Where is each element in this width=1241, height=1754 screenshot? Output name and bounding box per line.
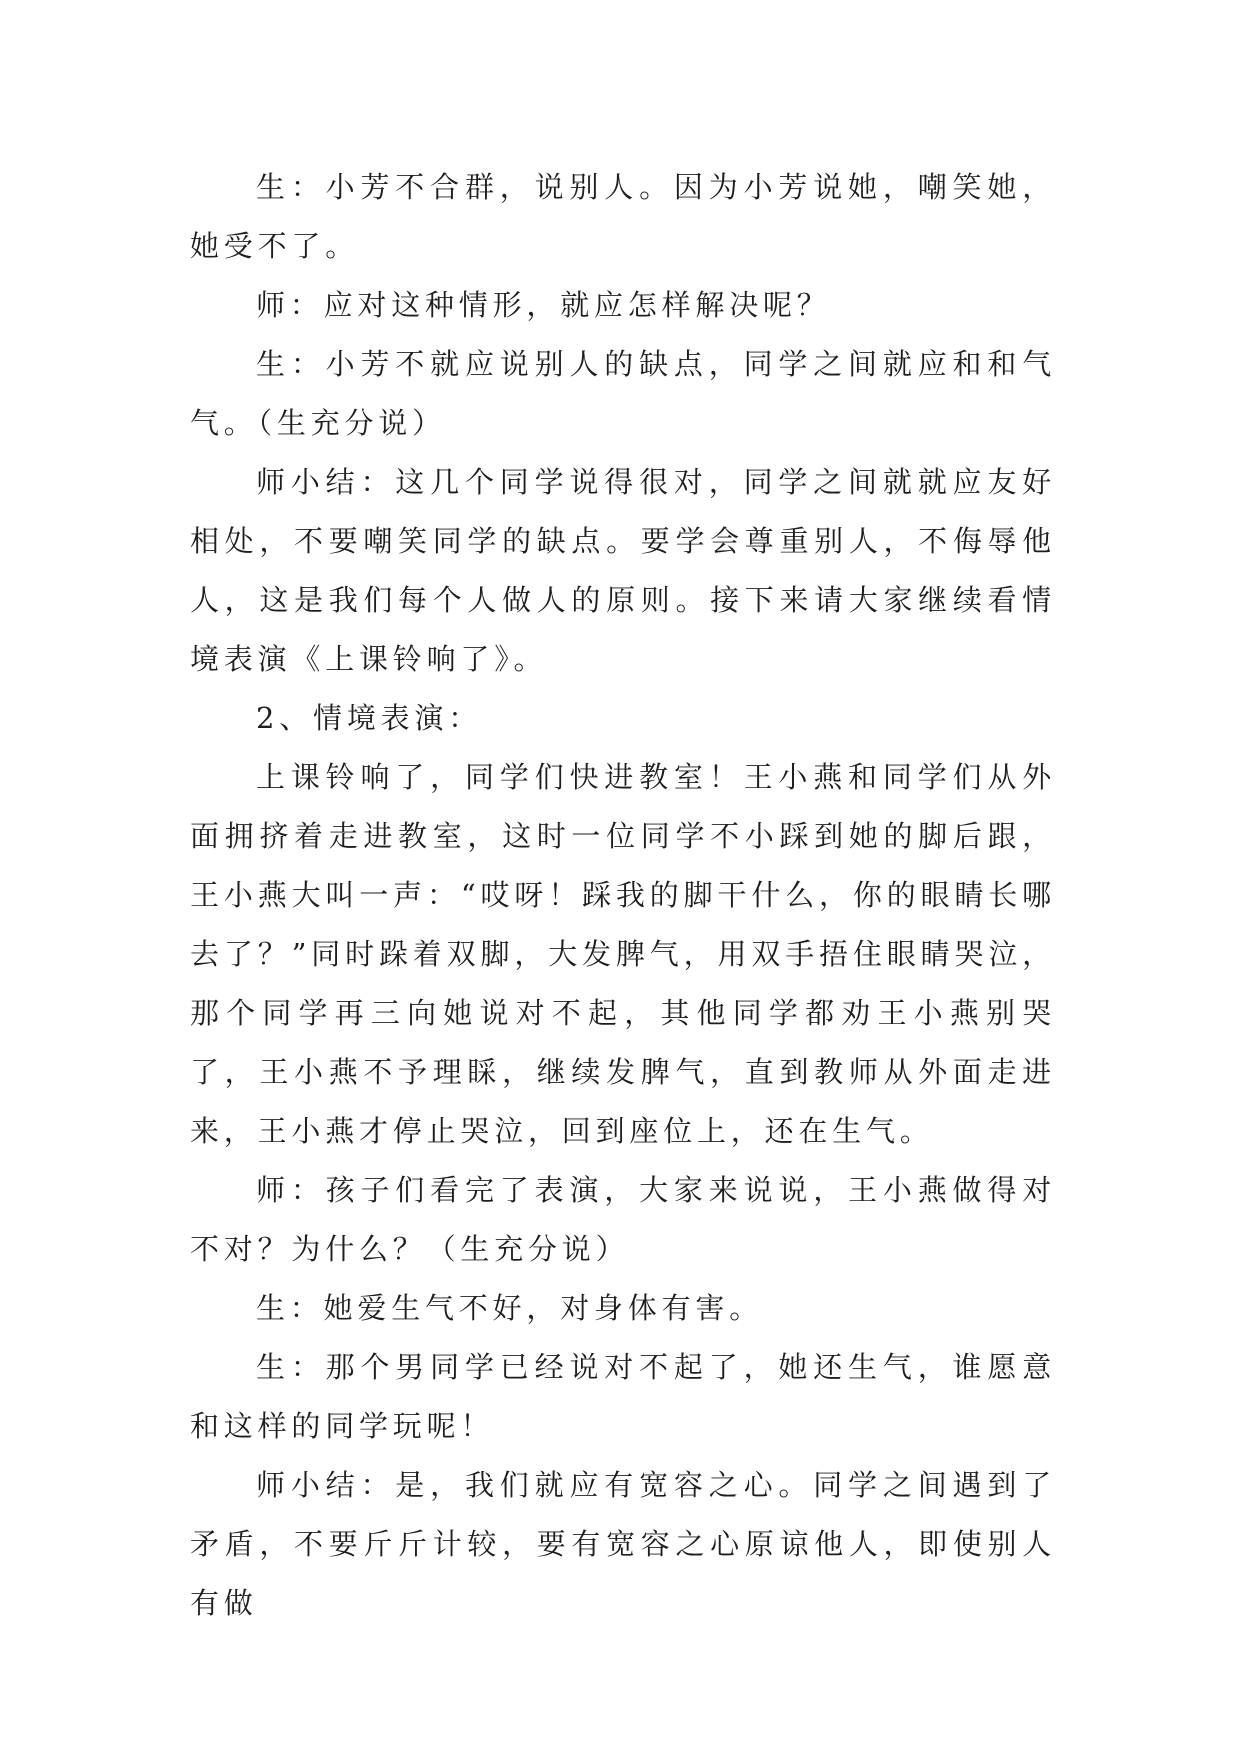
paragraph-student-answer-2: 生：小芳不就应说别人的缺点，同学之间就应和和气气。（生充分说） — [190, 347, 1056, 440]
paragraph-teacher-question-1: 师：应对这种情形，就应怎样解决呢？ — [256, 288, 831, 322]
paragraph-situation-description: 上课铃响了，同学们快进教室！王小燕和同学们从外面拥挤着走进教室，这时一位同学不小踩到她的脚后跟，王小燕大叫一声：“哎呀！踩我的脚干什么，你的眼睛长哪去了？”同时跺着双脚，大发脾气，用双手捂住眼睛哭泣，那个同学再三向她说对不起，其他同学都劝王小燕别哭了，王小燕不予理睬，继续发脾气，直到教师从外面走进来，王小燕才停止哭泣，回到座位上，还在生气。 — [190, 760, 1056, 1148]
paragraph-student-answer-1: 生：小芳不合群，说别人。因为小芳说她，嘲笑她，她受不了。 — [190, 170, 1056, 263]
paragraph-teacher-summary-2: 师小结：是，我们就应有宽容之心。同学之间遇到了矛盾，不要斤斤计较，要有宽容之心原谅他人，即使别人有做 — [190, 1468, 1056, 1620]
paragraph-student-answer-3: 生：她爱生气不好，对身体有害。 — [256, 1291, 764, 1325]
document-body — [190, 158, 1056, 1633]
paragraph-teacher-summary-1: 师小结：这几个同学说得很对，同学之间就就应友好相处，不要嘲笑同学的缺点。要学会尊重别人，不侮辱他人，这是我们每个人做人的原则。接下来请大家继续看情境表演《上课铃响了》。 — [190, 465, 1056, 676]
paragraph-student-answer-4: 生：那个男同学已经说对不起了，她还生气，谁愿意和这样的同学玩呢！ — [190, 1350, 1056, 1443]
section-heading-situation-play: 2、情境表演： — [256, 701, 483, 735]
paragraph-teacher-question-2: 师：孩子们看完了表演，大家来说说，王小燕做得对不对？为什么？（生充分说） — [190, 1173, 1056, 1266]
